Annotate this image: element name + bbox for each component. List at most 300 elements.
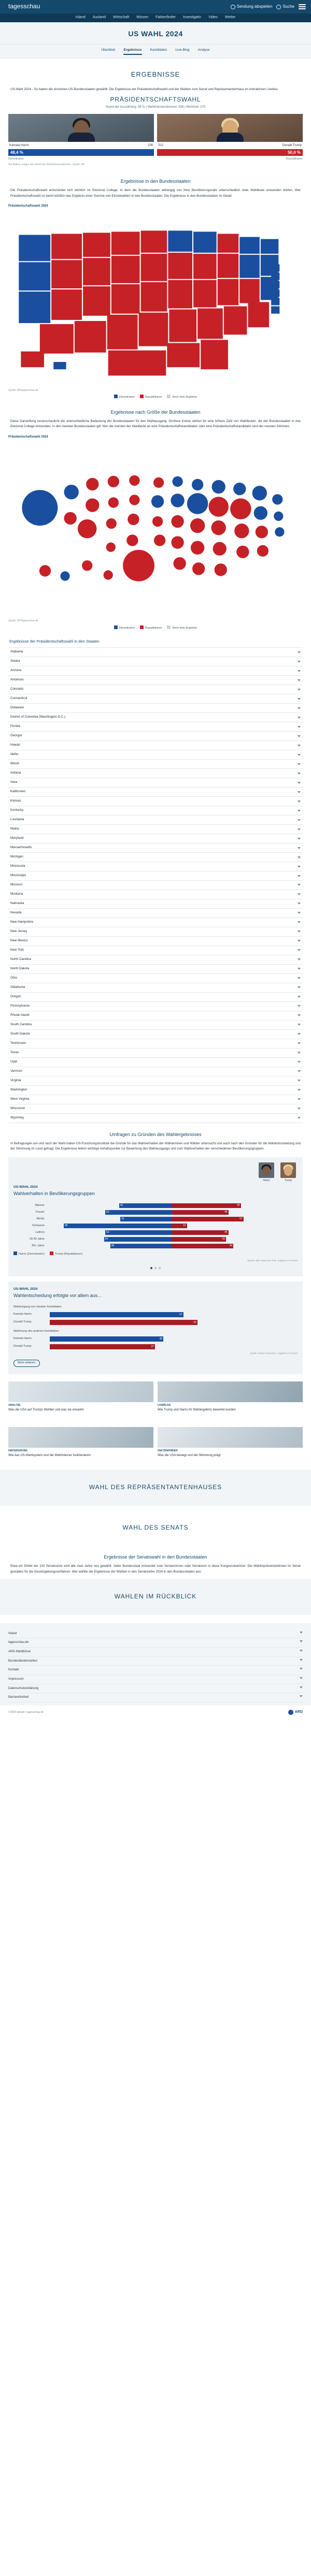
vote-reasons-chart bbox=[13, 1303, 298, 1349]
senate-section-text: Etwa ein Drittel der 100 Senatssitze wird alle zwei Jahre neu gewählt. Jeder Bundesstaat entsendet zwei Senatorinnen oder Senatoren in diese Kongresskammer. Die Wahlrepräsentantinnen im Senat gestalten für die Gesetzgebungsverfahren. Wer wählte die Ergebnisse der Wahlen in den Senatsreihe 2024 in den Bundesstaaten aus: bbox=[10, 1564, 301, 1574]
state-label: Wyoming bbox=[10, 1115, 24, 1119]
state-row[interactable] bbox=[8, 741, 303, 750]
state-label: Alabama bbox=[10, 650, 23, 654]
state-label: Louisiana bbox=[10, 818, 24, 822]
bubble-legend-dem: Demokraten bbox=[114, 625, 135, 631]
group-bar-dem: 41 bbox=[120, 1217, 172, 1221]
state-label: New Jersey bbox=[10, 929, 27, 933]
teaser-card[interactable] bbox=[8, 1381, 153, 1413]
chevron-down-icon bbox=[298, 986, 301, 988]
state-row[interactable] bbox=[8, 1114, 303, 1123]
banner-senate[interactable]: WAHL DES SENATS bbox=[0, 1510, 311, 1546]
size-section-text: Diese Darstellung veranschaulicht die unterschiedliche Bedeutung der Bundesstaaten für den Wahlausgang. Großere Kreise stehen für eine höhere Zahl von Wahlleuten, die der Bundesstaaten in das Electoral College entsenden. In den meisten Bundesstaaten gilt: Wer die meisten der Wahlleute an eine Präsidentschaftskandidaten oder eine Präsidentschaftskandidatin sind der meisten Stimmen. bbox=[10, 419, 301, 429]
bubble-map-source-caption: Quelle: AP/tagesschau.de bbox=[8, 619, 38, 623]
carousel-dots[interactable] bbox=[13, 1263, 298, 1269]
trump-portrait bbox=[157, 114, 303, 142]
group-bar-rep: 45 bbox=[172, 1230, 229, 1235]
state-row[interactable] bbox=[8, 1039, 303, 1049]
teaser-title: Wie das US-Wahlsystem und die Wahlmänner funktionieren bbox=[8, 1454, 91, 1458]
nav-item-video[interactable]: Video bbox=[208, 16, 218, 20]
state-row[interactable] bbox=[8, 871, 303, 881]
state-label: Virginia bbox=[10, 1078, 21, 1082]
surveys-text: In Befragungen am und nach der Wahl haben US-Forschungsinstitute die Gründe für das Wahlverhalten der Wählerinnen und Wähler untersucht und auch nach den Gründen für die Wahlentscheidung und der Stimmung im Land gefragt. Die Ergebnisse liefern wichtige Anhaltspunkte zur Bewertung des Wahlausgangs und zum Wahlverhalten der verschiedenen Bevölkerungsgruppen. bbox=[10, 1141, 301, 1151]
states-section-title: Ergebnisse in den Bundesstaaten bbox=[120, 179, 191, 184]
chevron-down-icon bbox=[298, 866, 301, 868]
candidate-comparison bbox=[8, 114, 303, 162]
group-bars bbox=[46, 1224, 298, 1228]
footer-link[interactable]: ARD-Wahlbörse bbox=[8, 1648, 303, 1657]
state-row[interactable] bbox=[8, 1076, 303, 1086]
chevron-down-icon bbox=[300, 1677, 303, 1679]
state-row[interactable] bbox=[8, 694, 303, 704]
state-label: Delaware bbox=[10, 706, 24, 710]
legend-rep: Republikaner bbox=[140, 395, 162, 400]
chevron-down-icon bbox=[300, 1686, 303, 1689]
teaser-category: HINTERGRUND bbox=[8, 1449, 27, 1453]
state-label: Minnesota bbox=[10, 864, 25, 868]
harris-mini-face bbox=[262, 1166, 271, 1176]
reason-row bbox=[13, 1320, 298, 1325]
legend-rep-swatch bbox=[140, 395, 144, 398]
panel-legend-trump-swatch bbox=[50, 1251, 53, 1255]
presidential-result-card bbox=[0, 92, 311, 170]
state-label: Washington bbox=[10, 1087, 27, 1091]
trump-result-bar bbox=[157, 149, 303, 156]
teaser-card[interactable] bbox=[158, 1427, 303, 1458]
state-label: Massachusetts bbox=[10, 846, 32, 850]
group-label: Männer bbox=[35, 1203, 45, 1207]
chevron-down-icon bbox=[298, 856, 301, 858]
reason-label: Kamala Harris bbox=[13, 1313, 32, 1316]
state-row[interactable] bbox=[8, 769, 303, 778]
us-bubble-map[interactable] bbox=[8, 442, 303, 632]
map-legend bbox=[8, 392, 303, 400]
panel-legend-harris-swatch bbox=[13, 1251, 17, 1255]
state-label: Nevada bbox=[10, 910, 22, 914]
state-row[interactable] bbox=[8, 778, 303, 788]
group-bars bbox=[46, 1217, 298, 1221]
result-bar-note: Die Balken zeigen den Anteil der Wahlmännerstimmen. Quelle: AP bbox=[8, 163, 85, 166]
reason-label: Donald Trump bbox=[13, 1345, 32, 1348]
state-row[interactable] bbox=[8, 974, 303, 983]
main-navigation bbox=[0, 13, 311, 22]
group-bar-rep: 12 bbox=[172, 1224, 187, 1228]
panel-voter-groups bbox=[8, 1157, 303, 1276]
states-section-text: Die Präsidentschaftswahl entscheidet sich letztlich im Electoral College, in dem die Bundesstaaten abhängig von ihrer Bevölkerungszahl unterschiedlich viele Wahlleute entsenden dürfen. Wer Präsidentschaftswahl ist damit letztlich das Ergebnis einer Summe von Einzelwahlen in den Bundesstaaten. Die Ergebnisse in den Bundesstaaten im Detail: bbox=[10, 188, 301, 198]
chevron-down-icon bbox=[298, 689, 301, 691]
search-button[interactable] bbox=[276, 4, 294, 10]
state-row[interactable] bbox=[8, 1058, 303, 1067]
state-label: Wisconsin bbox=[10, 1106, 25, 1110]
state-row[interactable] bbox=[8, 722, 303, 732]
state-label: Alaska bbox=[10, 659, 20, 663]
group-label: Weiße bbox=[36, 1217, 45, 1220]
chevron-down-icon bbox=[298, 717, 301, 719]
subnav-item-liveblog[interactable]: Live-Blog bbox=[175, 48, 190, 52]
chevron-down-icon bbox=[300, 1640, 303, 1642]
state-row[interactable] bbox=[8, 899, 303, 909]
footer-link[interactable]: Barrierefreiheit bbox=[8, 1693, 303, 1702]
us-choropleth-map[interactable] bbox=[8, 211, 303, 401]
state-label: Kentucky bbox=[10, 808, 24, 812]
state-row[interactable] bbox=[8, 862, 303, 871]
state-row[interactable] bbox=[8, 648, 303, 657]
copyright: © ARD-aktuell / tagesschau.de bbox=[8, 1710, 44, 1714]
results-intro-text: US-Wahl 2024 - So haben die einzelnen US-Bundesstaaten gewählt: Die Ergebnisse der Präsidentschaftswahl und der Wahlen zum Senat und Repräsentantenhaus im interaktiven Livebox. bbox=[10, 87, 279, 91]
menu-button[interactable] bbox=[299, 4, 306, 9]
nav-item-ausland[interactable]: Ausland bbox=[92, 16, 106, 20]
subnav-item-analyse[interactable]: Analyse bbox=[197, 48, 210, 52]
map-kicker: Präsidentschaftswahl 2024 bbox=[8, 205, 48, 208]
page-subnavigation bbox=[0, 44, 311, 57]
state-row[interactable] bbox=[8, 909, 303, 918]
chevron-down-icon bbox=[298, 1070, 301, 1072]
state-row[interactable] bbox=[8, 1002, 303, 1011]
subnav-item-ergebnisse[interactable]: Ergebnisse bbox=[123, 48, 142, 54]
state-label: Indiana bbox=[10, 771, 21, 775]
state-label: South Carolina bbox=[10, 1022, 32, 1026]
bubble-legend-rep: Republikaner bbox=[140, 625, 162, 631]
state-label: North Dakota bbox=[10, 966, 30, 970]
state-label: Vermont bbox=[10, 1069, 23, 1073]
teaser-row-2 bbox=[8, 1420, 303, 1465]
group-bar-rep: 55 bbox=[172, 1203, 241, 1208]
panel-themes-title: Wahlentscheidung erfolgte vor allem aus... bbox=[13, 1293, 102, 1299]
group-row bbox=[13, 1230, 298, 1235]
group-row bbox=[13, 1203, 298, 1208]
harris-portrait bbox=[8, 114, 154, 142]
reason2-bar-trump: 37 bbox=[50, 1344, 155, 1349]
teaser-image bbox=[158, 1381, 303, 1402]
footer-link[interactable]: tagesschau.de bbox=[8, 1638, 303, 1648]
state-label: Pennsylvania bbox=[10, 1003, 30, 1008]
state-row[interactable] bbox=[8, 965, 303, 974]
chevron-down-icon bbox=[300, 1668, 303, 1670]
footer-link[interactable]: Bundesländerwahlen bbox=[8, 1657, 303, 1666]
chevron-down-icon bbox=[298, 1005, 301, 1007]
teaser-category: LIVEBLOG bbox=[158, 1403, 171, 1407]
group-label: 18-29 Jahre bbox=[29, 1237, 45, 1241]
state-row[interactable] bbox=[8, 676, 303, 685]
us-map-svg[interactable] bbox=[8, 214, 303, 387]
surveys-title: Umfragen zu Gründen des Wahlergebnisses bbox=[109, 1131, 202, 1137]
group-bar-dem: 49 bbox=[110, 1244, 172, 1248]
teaser-image bbox=[8, 1381, 153, 1402]
size-section-title: Ergebnisse nach Größe der Bundesstaaten bbox=[110, 409, 201, 415]
chevron-down-icon bbox=[298, 1024, 301, 1026]
play-sendung-button[interactable] bbox=[231, 4, 273, 10]
harris-percent: 48,4 % bbox=[10, 150, 23, 155]
footer-link[interactable]: Impressum bbox=[8, 1675, 303, 1684]
state-row[interactable] bbox=[8, 983, 303, 993]
harris-mini-portrait bbox=[259, 1162, 274, 1178]
state-label: North Carolina bbox=[10, 957, 31, 961]
reason-row bbox=[13, 1336, 298, 1342]
state-label: Illinois bbox=[10, 762, 20, 766]
state-row[interactable] bbox=[8, 1021, 303, 1030]
chevron-down-icon bbox=[298, 735, 301, 737]
chevron-down-icon bbox=[298, 921, 301, 923]
trump-mini-name: Trump bbox=[284, 1178, 292, 1182]
state-label: Maine bbox=[10, 827, 19, 831]
chevron-down-icon bbox=[298, 838, 301, 840]
more-button[interactable]: Mehr erfahren bbox=[13, 1360, 40, 1367]
state-row[interactable] bbox=[8, 843, 303, 853]
group-label: Schwarze bbox=[32, 1224, 45, 1227]
state-row[interactable] bbox=[8, 955, 303, 965]
state-row[interactable] bbox=[8, 806, 303, 816]
teaser-card[interactable] bbox=[158, 1381, 303, 1413]
panel-themes-source: Quelle: Edison Research, Angaben in Prozent bbox=[250, 1352, 298, 1355]
state-label: Oklahoma bbox=[10, 985, 25, 989]
chevron-down-icon bbox=[298, 1108, 301, 1110]
chevron-down-icon bbox=[298, 773, 301, 775]
state-label: Mississippi bbox=[10, 874, 26, 878]
state-row[interactable] bbox=[8, 797, 303, 806]
trump-percent: 50,0 % bbox=[288, 150, 301, 155]
state-row[interactable] bbox=[8, 788, 303, 797]
state-row[interactable] bbox=[8, 825, 303, 834]
state-row[interactable] bbox=[8, 732, 303, 741]
state-row[interactable] bbox=[8, 853, 303, 862]
footer-link[interactable]: Datenschutzerklärung bbox=[8, 1684, 303, 1694]
teaser-row-1 bbox=[8, 1374, 303, 1420]
chevron-down-icon bbox=[298, 726, 301, 728]
footer-link[interactable]: Inland bbox=[8, 1629, 303, 1639]
nav-item-wirtschaft[interactable]: Wirtschaft bbox=[113, 16, 130, 20]
brand-area[interactable] bbox=[5, 2, 40, 11]
search-icon bbox=[276, 5, 281, 9]
state-label: New Hampshire bbox=[10, 920, 34, 924]
top-bar bbox=[0, 0, 311, 13]
ard-logo-icon bbox=[288, 1710, 293, 1715]
state-row[interactable] bbox=[8, 1095, 303, 1104]
panel-vote-reasons bbox=[8, 1282, 303, 1374]
nav-item-inland[interactable]: Inland bbox=[75, 16, 86, 20]
group-bars bbox=[46, 1203, 298, 1208]
state-label: Iowa bbox=[10, 780, 18, 784]
state-label: Oregon bbox=[10, 994, 21, 998]
reasons2-subtitle: Ablehnung des anderen Kandidaten bbox=[13, 1330, 59, 1333]
nav-item-wetter[interactable]: Wetter bbox=[224, 16, 236, 20]
state-row[interactable] bbox=[8, 760, 303, 769]
group-row bbox=[13, 1217, 298, 1221]
group-bars bbox=[46, 1210, 298, 1215]
state-label: Tennessee bbox=[10, 1041, 26, 1045]
state-label: Idaho bbox=[10, 752, 19, 756]
state-row[interactable] bbox=[8, 1011, 303, 1021]
group-bar-rep: 45 bbox=[172, 1210, 229, 1215]
state-label: Colorado bbox=[10, 687, 24, 691]
reason-row bbox=[13, 1312, 298, 1317]
group-bar-dem: 42 bbox=[119, 1203, 172, 1208]
reasons-subtitle: Wahleingang von meisten Kandidaten bbox=[13, 1305, 62, 1309]
chevron-down-icon bbox=[298, 754, 301, 756]
panel-candidates bbox=[13, 1162, 298, 1185]
chevron-down-icon bbox=[298, 996, 301, 998]
banner-review[interactable]: WAHLEN IM RÜCKBLICK bbox=[0, 1579, 311, 1614]
group-bars bbox=[46, 1230, 298, 1235]
chevron-down-icon bbox=[298, 940, 301, 942]
chevron-down-icon bbox=[298, 1042, 301, 1044]
banner-house[interactable]: WAHL DES REPRÄSENTANTENHAUSES bbox=[0, 1469, 311, 1505]
play-sendung-label: Sendung abspielen bbox=[236, 4, 273, 9]
bubble-map-kicker: Präsidentschaftswahl 2024 bbox=[8, 435, 48, 439]
search-label: Suche bbox=[282, 4, 294, 9]
state-row[interactable] bbox=[8, 713, 303, 722]
state-row[interactable] bbox=[8, 816, 303, 825]
harris-votes: 226 bbox=[147, 144, 153, 148]
state-label: Texas bbox=[10, 1050, 19, 1054]
state-label: Michigan bbox=[10, 855, 23, 859]
teaser-category: FAKTENFINDER bbox=[158, 1449, 178, 1453]
chevron-down-icon bbox=[298, 968, 301, 970]
panel-groups-kicker: US-WAHL 2024 bbox=[13, 1185, 38, 1189]
group-bar-dem: 54 bbox=[104, 1237, 172, 1242]
candidate-harris[interactable] bbox=[8, 114, 154, 162]
subnav-item-kandidaten[interactable]: Kandidaten bbox=[150, 48, 167, 52]
harris-party: Demokraten bbox=[8, 157, 24, 161]
state-row[interactable] bbox=[8, 750, 303, 760]
group-bar-rep: 49 bbox=[172, 1244, 234, 1248]
group-row bbox=[13, 1210, 298, 1215]
ard-logo[interactable] bbox=[288, 1710, 303, 1715]
state-row[interactable] bbox=[8, 704, 303, 713]
page-header bbox=[0, 22, 311, 59]
chevron-down-icon bbox=[298, 958, 301, 960]
group-row bbox=[13, 1224, 298, 1228]
state-row[interactable] bbox=[8, 927, 303, 937]
carousel-dot-1[interactable] bbox=[150, 1267, 152, 1269]
reason-label: Donald Trump bbox=[13, 1320, 32, 1324]
footer bbox=[0, 1623, 311, 1706]
state-row[interactable] bbox=[8, 657, 303, 666]
chevron-down-icon bbox=[298, 651, 301, 653]
state-label: West Virginia bbox=[10, 1097, 30, 1101]
bubble-legend-none: Noch kein Ergebnis bbox=[167, 625, 197, 631]
state-row[interactable] bbox=[8, 918, 303, 927]
bubble-map-legend bbox=[8, 623, 303, 631]
group-bars bbox=[46, 1237, 298, 1242]
chevron-down-icon bbox=[298, 930, 301, 933]
nav-item-wissen[interactable]: Wissen bbox=[136, 16, 149, 20]
teaser-image bbox=[8, 1427, 153, 1448]
us-bubble-map-svg[interactable] bbox=[8, 445, 303, 618]
state-row[interactable] bbox=[8, 881, 303, 890]
chevron-down-icon bbox=[298, 1033, 301, 1035]
chevron-down-icon bbox=[298, 1014, 301, 1016]
chevron-down-icon bbox=[298, 763, 301, 765]
chevron-down-icon bbox=[298, 782, 301, 784]
ard-logo-text: ARD bbox=[294, 1710, 303, 1714]
teaser-title: Was die USA bewegt und die Stimmung prägt bbox=[158, 1454, 221, 1458]
state-row[interactable] bbox=[8, 890, 303, 899]
state-row[interactable] bbox=[8, 1049, 303, 1058]
panel-legend-trump: Trump (Republikaner) bbox=[50, 1251, 82, 1257]
chevron-down-icon bbox=[298, 819, 301, 821]
footer-link[interactable]: Kontakt bbox=[8, 1666, 303, 1675]
teaser-category: ANALYSE bbox=[8, 1403, 21, 1407]
footer-bottom bbox=[0, 1706, 311, 1722]
state-label: Kalifornien bbox=[10, 790, 26, 794]
chevron-down-icon bbox=[298, 912, 301, 914]
state-row[interactable] bbox=[8, 834, 303, 843]
group-bar-dem: 53 bbox=[105, 1230, 172, 1235]
panel-themes-kicker: US-WAHL 2024 bbox=[13, 1287, 38, 1291]
carousel-dot-2[interactable] bbox=[154, 1267, 157, 1269]
state-label: New York bbox=[10, 948, 24, 952]
voter-groups-chart bbox=[13, 1201, 298, 1248]
chevron-down-icon bbox=[298, 977, 301, 979]
burger-icon-line-3 bbox=[299, 8, 306, 9]
top-bar-actions bbox=[231, 4, 306, 10]
state-row[interactable] bbox=[8, 666, 303, 676]
nav-item-faktenfinder[interactable]: Faktenfinder bbox=[156, 16, 176, 20]
group-bars bbox=[46, 1244, 298, 1248]
subnav-item-ueberblick[interactable]: Überblick bbox=[101, 48, 116, 52]
state-label: Connecticut bbox=[10, 696, 27, 701]
state-label: District of Columbia (Washington D.C.) bbox=[10, 715, 66, 719]
reason-bar-harris: 47 bbox=[50, 1312, 183, 1317]
state-label: Hawaii bbox=[10, 743, 20, 747]
teaser-card[interactable] bbox=[8, 1427, 153, 1458]
chevron-down-icon bbox=[298, 1117, 301, 1119]
chevron-down-icon bbox=[298, 698, 301, 700]
state-label: Ohio bbox=[10, 976, 18, 980]
legend-dem-swatch bbox=[114, 395, 118, 398]
reason-bar-trump: 52 bbox=[50, 1320, 197, 1325]
chevron-down-icon bbox=[298, 801, 301, 803]
state-row[interactable] bbox=[8, 946, 303, 955]
reason-label: Kamala Harris bbox=[13, 1337, 32, 1341]
group-row bbox=[13, 1244, 298, 1248]
chevron-down-icon bbox=[298, 1061, 301, 1063]
carousel-dot-3[interactable] bbox=[159, 1267, 161, 1269]
legend-dem: Demokraten bbox=[114, 395, 135, 400]
chevron-down-icon bbox=[298, 949, 301, 951]
state-row[interactable] bbox=[8, 937, 303, 946]
group-bar-dem: 53 bbox=[105, 1210, 172, 1215]
state-label: Arkansas bbox=[10, 678, 24, 682]
chevron-down-icon bbox=[298, 847, 301, 849]
bubble-legend-none-swatch bbox=[167, 625, 171, 629]
legend-none: Noch kein Ergebnis bbox=[167, 395, 197, 400]
teaser-image bbox=[158, 1427, 303, 1448]
chevron-down-icon bbox=[298, 884, 301, 886]
group-label: 65+ Jahre bbox=[32, 1244, 45, 1247]
state-label: New Mexico bbox=[10, 938, 28, 942]
state-row[interactable] bbox=[8, 685, 303, 694]
harris-meta bbox=[8, 142, 154, 149]
burger-icon-line-2 bbox=[299, 6, 306, 7]
state-row[interactable] bbox=[8, 1067, 303, 1076]
page-title: US WAHL 2024 bbox=[128, 30, 183, 38]
group-label: Frauen bbox=[35, 1210, 45, 1214]
state-label: Rhode Island bbox=[10, 1013, 30, 1017]
bubble-legend-rep-swatch bbox=[140, 625, 144, 629]
state-row[interactable] bbox=[8, 1086, 303, 1095]
state-row[interactable] bbox=[8, 993, 303, 1002]
state-row[interactable] bbox=[8, 1030, 303, 1039]
candidate-trump[interactable] bbox=[157, 114, 303, 162]
trump-party: Republikaner bbox=[286, 157, 303, 161]
nav-item-investigativ[interactable]: Investigativ bbox=[183, 16, 202, 20]
chevron-down-icon bbox=[298, 875, 301, 877]
state-row[interactable] bbox=[8, 1104, 303, 1114]
state-label: Montana bbox=[10, 892, 23, 896]
senate-section-title: Ergebnisse der Senatswahl in den Bundesstaaten bbox=[104, 1554, 207, 1560]
presidential-title: PRÄSIDENTSCHAFTSWAHL bbox=[110, 96, 201, 104]
